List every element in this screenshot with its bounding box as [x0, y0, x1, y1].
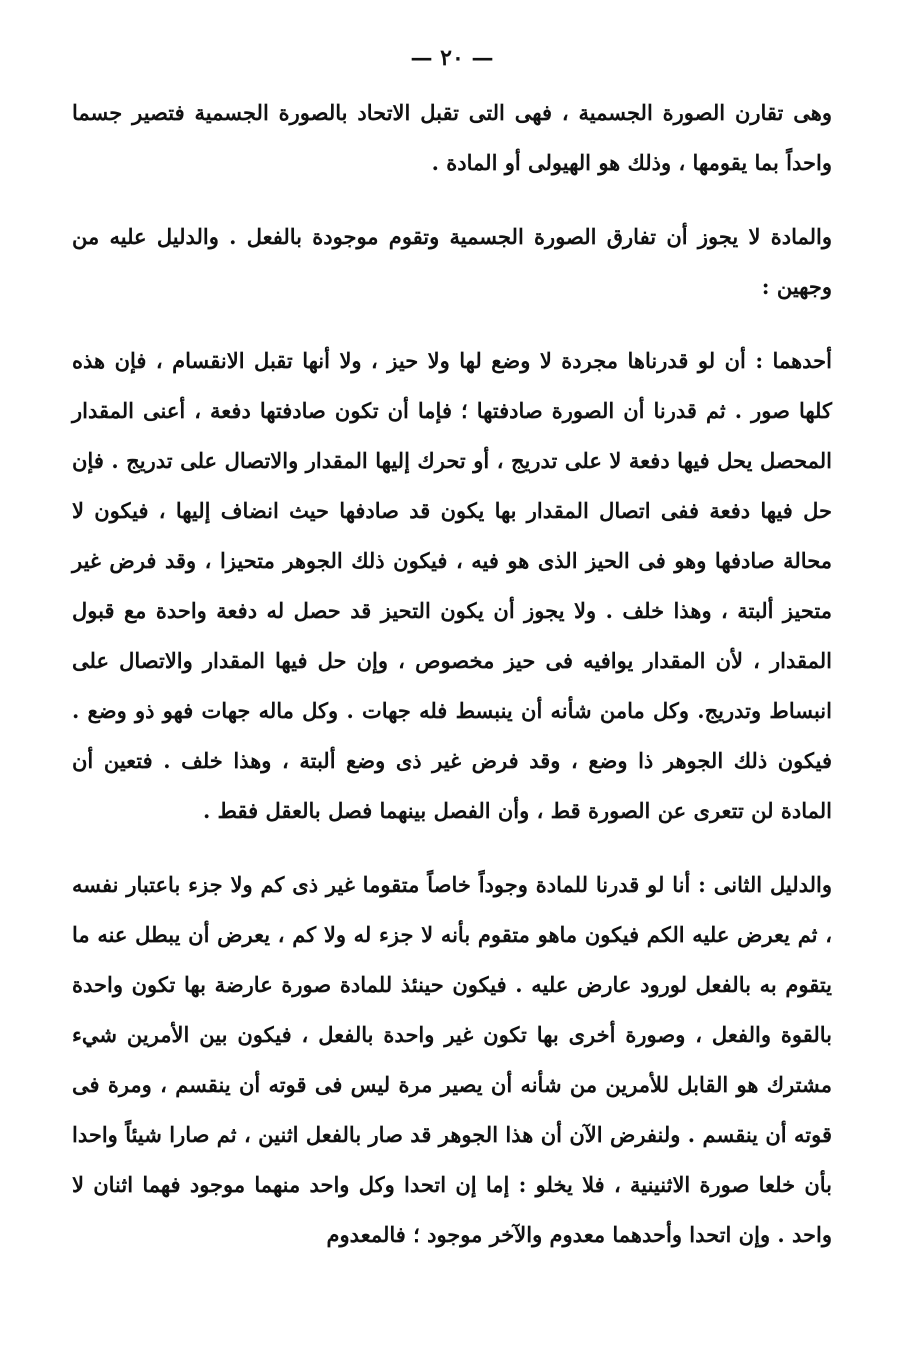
paragraph-2: والمادة لا يجوز أن تفارق الصورة الجسمية وتقوم موجودة بالفعل . والدليل عليه من وجهين : — [72, 224, 832, 299]
page — [72, 38, 832, 1260]
paragraph-4: والدليل الثانى : أنا لو قدرنا للمادة وجوداً خاصاً متقوما غير ذى كم ولا جزء باعتبار نفسه ، ثم يعرض عليه الكم فيكون ماهو متقوم بأنه لا جزء له ولا كم ، يعرض أن يبطل عنه ما يتقوم به بالفعل لورود عارض عليه . فيكون حينئذ للمادة صورة عارضة بها تكون واحدة بالقوة والفعل ، وصورة أخرى بها تكون غير واحدة بالفعل ، فيكون بين الأمرين شيء مشترك هو القابل للأمرين من شأنه أن يصير مرة ليس فى قوته أن ينقسم ، ومرة فى قوته أن ينقسم . ولنفرض الآن أن هذا الجوهر قد صار بالفعل اثنين ، ثم صارا شيئاً واحدا بأن خلعا صورة الاثنينية ، فلا يخلو : إما إن اتحدا وكل واحد منهما موجود فهما اثنان لا واحد . وإن اتحدا وأحدهما معدوم والآخر موجود ؛ فالمعدوم — [72, 872, 832, 1247]
page-number: — ٢٠ — — [410, 45, 494, 71]
paragraph-3: أحدهما : أن لو قدرناها مجردة لا وضع لها ولا حيز ، ولا أنها تقبل الانقسام ، فإن هذه كلها صور . ثم قدرنا أن الصورة صادفتها ؛ فإما أن تكون صادفتها دفعة ، أعنى المقدار المحصل يحل فيها دفعة لا على تدريج ، أو تحرك إليها المقدار والاتصال على تدريج . فإن حل فيها دفعة ففى اتصال المقدار بها يكون قد صادفها حيث انضاف إليها ، فيكون لا محالة صادفها وهو فى الحيز الذى هو فيه ، فيكون ذلك الجوهر متحيزا ، وقد فرض غير متحيز ألبتة ، وهذا خلف . ولا يجوز أن يكون التحيز قد حصل له دفعة واحدة مع قبول المقدار ، لأن المقدار يوافيه فى حيز مخصوص ، وإن حل فيها المقدار والاتصال على انبساط وتدريج. وكل مامن شأنه أن ينبسط فله جهات . وكل ماله جهات فهو ذو وضع . فيكون ذلك الجوهر ذا وضع ، وقد فرض غير ذى وضع ألبتة ، وهذا خلف . فتعين أن المادة لن تتعرى عن الصورة قط ، وأن الفصل بينهما فصل بالعقل فقط . — [72, 348, 832, 823]
paragraph-1: وهى تقارن الصورة الجسمية ، فهى التى تقبل الاتحاد بالصورة الجسمية فتصير جسما واحداً بما يقومها ، وذلك هو الهيولى أو المادة . — [72, 100, 832, 175]
